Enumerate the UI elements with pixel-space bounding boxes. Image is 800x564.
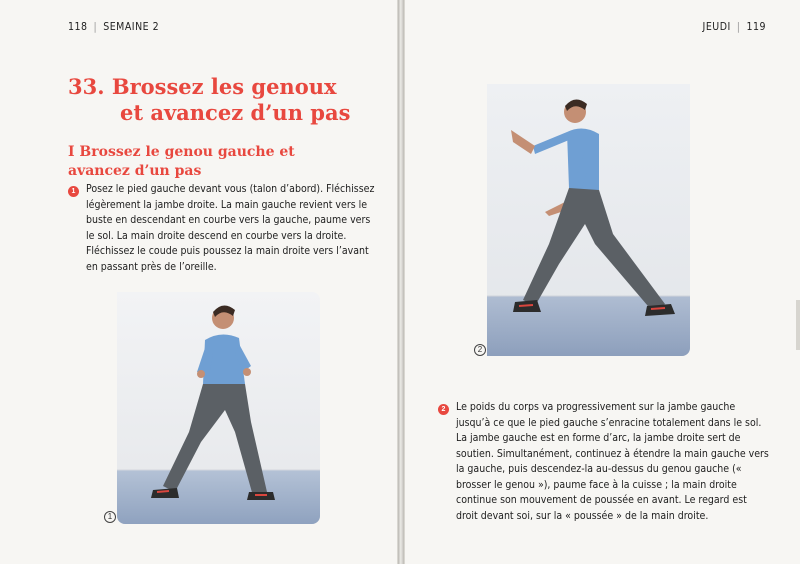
left-page bbox=[0, 0, 398, 564]
right-running-head: JEUDI bbox=[702, 21, 731, 33]
title-line-1: 33. Brossez les genoux bbox=[68, 74, 337, 99]
left-folio: 118 | SEMAINE 2 bbox=[68, 21, 160, 33]
right-page-number: 119 bbox=[746, 21, 766, 33]
step-1-text: Posez le pied gauche devant vous (talon d’abord). Fléchissez légèrement la jambe droite. La main gauche revient vers le buste en descendant en courbe vers la gauche, paume vers le sol. La main droite descend en courbe vers la droite. Fléchissez le coude puis poussez la main droite vers l’avant en passant près de l’oreille. bbox=[86, 183, 375, 273]
step-2-text: Le poids du corps va progressivement sur la jambe gauche jusqu’à ce que le pied gauche s’enracine totalement dans le sol. La jambe gauche est en forme d’arc, la jambe droite sert de soutien. Simultanément, continuez à étendre la main gauche vers la gauche, puis descendez-la au-dessus du genou gauche (« brosser le genou »), paume face à la cuisse ; la main droite continue son mouvement de poussée en avant. Le regard est droit devant soi, sur la « poussée » de la main droite. bbox=[456, 401, 769, 522]
step-2-badge: 2 bbox=[438, 404, 449, 415]
photo-step-2 bbox=[487, 84, 690, 356]
right-folio: JEUDI | 119 bbox=[702, 21, 766, 33]
title-line-2: et avancez d’un pas bbox=[120, 100, 351, 125]
photo-1-caption: 1 bbox=[104, 511, 116, 523]
left-running-head: SEMAINE 2 bbox=[103, 21, 160, 33]
photo-2-caption: 2 bbox=[474, 344, 486, 356]
left-page-number: 118 bbox=[68, 21, 88, 33]
step-1-badge: 1 bbox=[68, 186, 79, 197]
photo-step-1 bbox=[117, 292, 320, 524]
page-edge-tab bbox=[796, 300, 800, 350]
exercise-subtitle: I Brossez le genou gauche et avancez d’un pas bbox=[68, 144, 295, 179]
exercise-title bbox=[68, 74, 368, 126]
